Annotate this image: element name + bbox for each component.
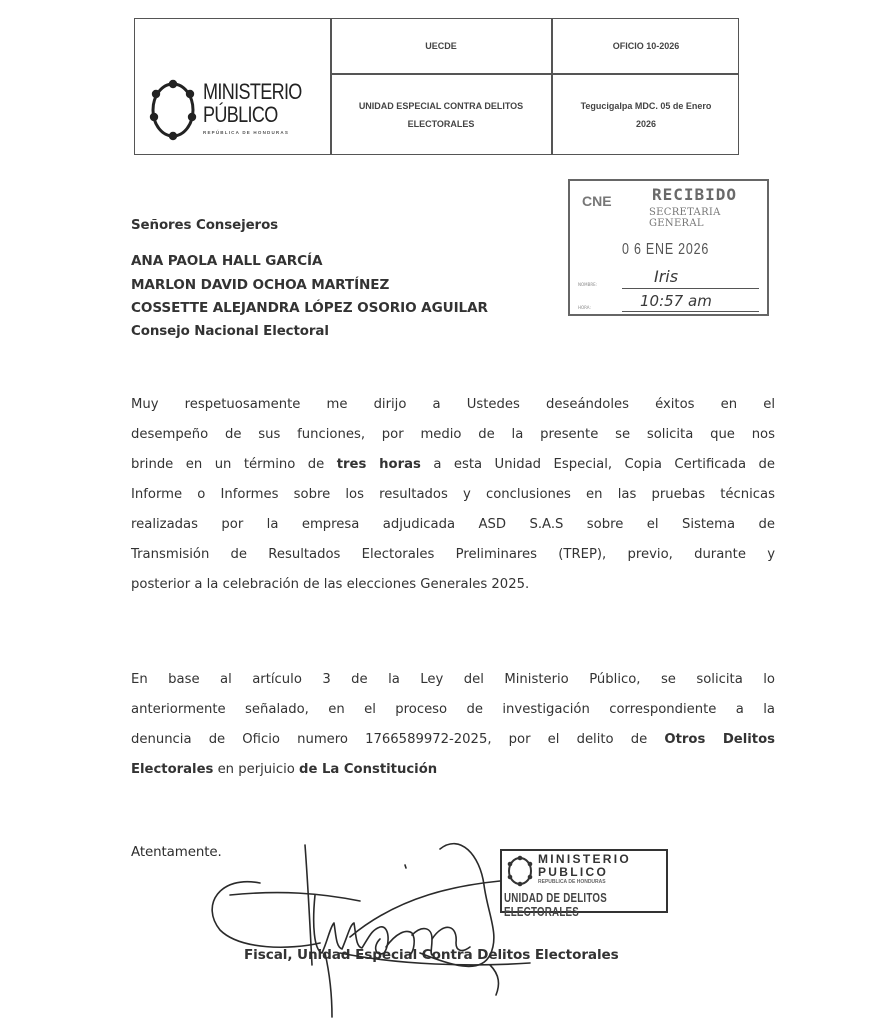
- text-run: brinde en un término de: [131, 457, 337, 472]
- paragraph-line: Informe o Informes sobre los resultados y conclusiones en las pruebas técnicas: [131, 487, 775, 502]
- place-date-line2: 2026: [635, 119, 657, 129]
- letterhead-table: [134, 18, 739, 155]
- logo-title-line2: PÚBLICO: [203, 102, 278, 127]
- paragraph-line: Muy respetuosamente me dirijo a Ustedes deseándoles éxitos en el: [131, 397, 775, 412]
- seal-emblem-icon: [505, 854, 535, 888]
- logo-title-line1: MINISTERIO: [203, 79, 302, 104]
- unit-name-line1: UNIDAD ESPECIAL CONTRA DELITOS: [358, 101, 524, 111]
- paragraph-line: [131, 725, 775, 755]
- seal-line4: UNIDAD DE DELITOS ELECTORALES: [504, 891, 607, 919]
- closing: Atentamente.: [131, 845, 222, 860]
- paragraph-line: [131, 450, 775, 480]
- emphasis-crime: Otros Delitos: [664, 732, 775, 747]
- emphasis-crime: Electorales: [131, 762, 214, 777]
- text-run: a esta Unidad Especial, Copia Certificada de: [420, 457, 775, 472]
- seal-line2: PUBLICO: [538, 865, 609, 879]
- cne-logo: CNE: [582, 193, 612, 209]
- paragraph-line: [131, 755, 775, 785]
- paragraph-line: anteriormente señalado, en el proceso de investigación correspondiente a la: [131, 702, 775, 717]
- text-run: en perjuicio: [213, 762, 299, 777]
- paragraph-line: Transmisión de Resultados Electorales Preliminares (TREP), previo, durante y: [131, 547, 775, 562]
- unit-name-line2: ELECTORALES: [407, 119, 475, 129]
- unit-name-cell: [331, 75, 551, 155]
- stamp-name-label: NOMBRE:: [578, 282, 597, 287]
- emphasis-three-hours: tres horas: [336, 457, 421, 472]
- logo-emblem-icon: [147, 77, 199, 143]
- unit-code: UECDE: [425, 41, 457, 51]
- oficio-number: OFICIO 10-2026: [612, 41, 680, 51]
- addressee-name: ANA PAOLA HALL GARCÍA: [131, 253, 323, 269]
- addressee-name: COSSETTE ALEJANDRA LÓPEZ OSORIO AGUILAR: [131, 300, 488, 316]
- salutation: Señores Consejeros: [131, 218, 279, 233]
- paragraph-line: posterior a la celebración de las elecciones Generales 2025.: [131, 577, 530, 592]
- unit-code-cell: [331, 19, 551, 73]
- handwritten-signature: [200, 835, 540, 1020]
- oficio-cell: [553, 19, 739, 73]
- place-date-cell: [553, 75, 739, 155]
- stamp-name-value: Iris: [654, 267, 679, 286]
- stamp-time-line: [622, 311, 759, 312]
- ministerio-publico-logo: [147, 77, 327, 147]
- seal-line3: REPUBLICA DE HONDURAS: [538, 879, 606, 885]
- stamp-department: SECRETARIA GENERAL: [649, 207, 721, 229]
- stamp-name-line: [622, 288, 759, 289]
- paragraph-line: desempeño de sus funciones, por medio de la presente se solicita que nos: [131, 427, 775, 442]
- addressee-name: MARLON DAVID OCHOA MARTÍNEZ: [131, 277, 390, 293]
- text-run: denuncia de Oficio numero 1766589972-2025, por el delito de: [131, 732, 665, 747]
- logo-subtitle: REPÚBLICA DE HONDURAS: [203, 130, 290, 135]
- body-paragraph-2: [131, 665, 775, 785]
- received-stamp: [568, 179, 769, 316]
- stamp-received-title: RECIBIDO: [652, 185, 738, 204]
- emphasis-victim: de La Constitución: [299, 762, 438, 777]
- stamp-time-label: HORA:: [578, 305, 591, 310]
- place-date-line1: Tegucigalpa MDC. 05 de Enero: [580, 101, 712, 111]
- stamp-time-value: 10:57 am: [640, 292, 712, 310]
- paragraph-line: realizadas por la empresa adjudicada ASD S.A.S sobre el Sistema de: [131, 517, 775, 532]
- signature-title: Fiscal, Unidad Especial Contra Delitos Electorales: [244, 947, 619, 963]
- stamp-date: 0 6 ENE 2026: [622, 241, 710, 258]
- seal-line1: MINISTERIO: [538, 852, 632, 866]
- paragraph-line: En base al artículo 3 de la Ley del Ministerio Público, se solicita lo: [131, 672, 775, 687]
- body-paragraph-1: [131, 390, 775, 600]
- addressee-institution: Consejo Nacional Electoral: [131, 324, 329, 339]
- unit-seal-stamp: [500, 849, 668, 919]
